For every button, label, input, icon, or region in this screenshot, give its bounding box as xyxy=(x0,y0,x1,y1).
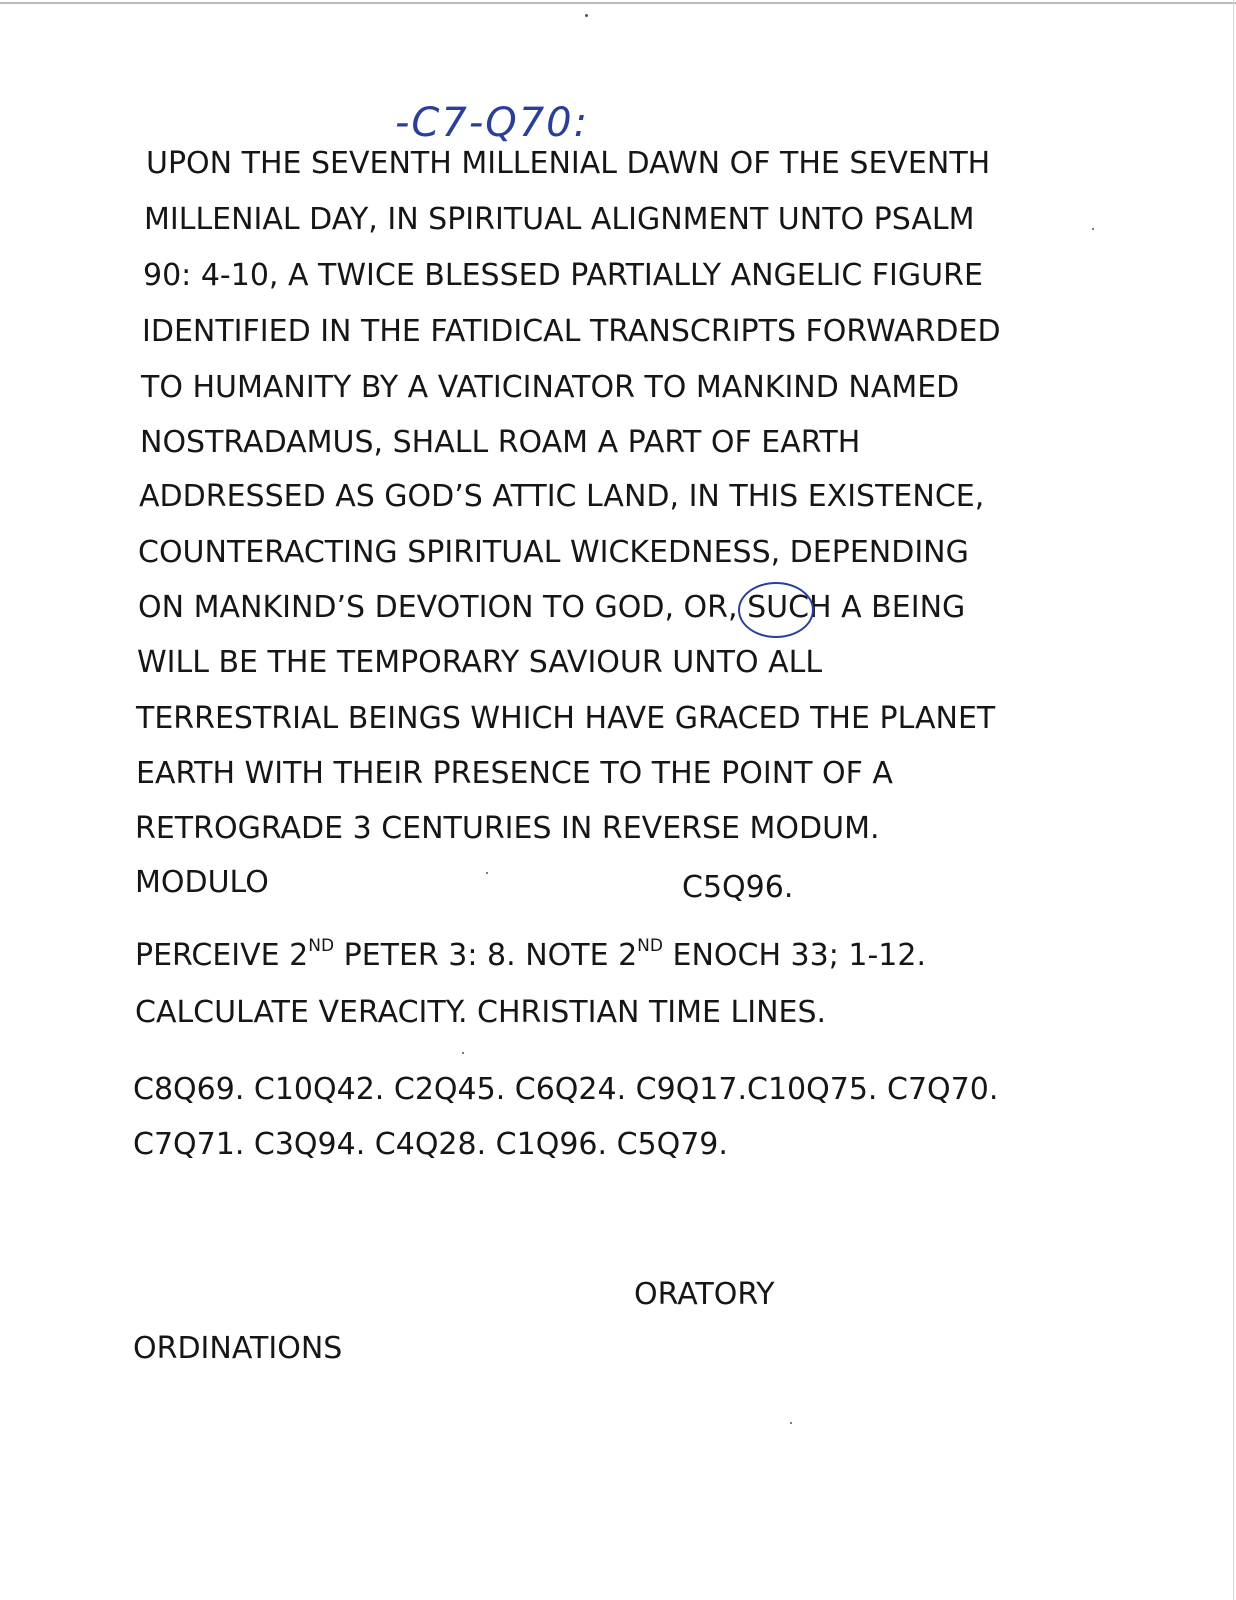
right-edge-line xyxy=(1233,0,1234,1600)
paragraph-line: IDENTIFIED IN THE FATIDICAL TRANSCRIPTS FORWARDED xyxy=(142,314,1001,349)
perceive-line xyxy=(135,938,926,978)
handwritten-circle-mark xyxy=(738,582,814,638)
references-line: C7Q71. C3Q94. C4Q28. C1Q96. C5Q79. xyxy=(133,1127,728,1162)
paragraph-line: COUNTERACTING SPIRITUAL WICKEDNESS, DEPENDING xyxy=(138,535,969,570)
paragraph-line: MILLENIAL DAY, IN SPIRITUAL ALIGNMENT UNTO PSALM xyxy=(144,202,975,237)
signature-ordinations: ORDINATIONS xyxy=(133,1331,343,1366)
paragraph-line: 90: 4-10, A TWICE BLESSED PARTIALLY ANGELIC FIGURE xyxy=(143,258,983,293)
perceive-text: PETER 3: 8. NOTE 2 xyxy=(334,938,638,973)
scan-speck xyxy=(1092,228,1094,230)
scan-speck xyxy=(585,14,588,17)
perceive-text: ENOCH 33; 1-12. xyxy=(662,938,926,973)
references-line: C8Q69. C10Q42. C2Q45. C6Q24. C9Q17.C10Q75. C7Q70. xyxy=(133,1072,999,1107)
paragraph-line: NOSTRADAMUS, SHALL ROAM A PART OF EARTH xyxy=(140,425,861,460)
scan-speck xyxy=(486,872,488,874)
paragraph-line: RETROGRADE 3 CENTURIES IN REVERSE MODUM. xyxy=(135,811,880,846)
paragraph-line: TERRESTRIAL BEINGS WHICH HAVE GRACED THE PLANET xyxy=(136,701,996,736)
calculate-line: CALCULATE VERACITY. CHRISTIAN TIME LINES. xyxy=(135,995,827,1030)
paragraph-line: ON MANKIND’S DEVOTION TO GOD, OR, SUCH A BEING xyxy=(138,590,966,625)
scan-speck xyxy=(462,1052,464,1054)
top-edge-line xyxy=(0,2,1236,4)
paragraph-line: ADDRESSED AS GOD’S ATTIC LAND, IN THIS EXISTENCE, xyxy=(139,479,985,514)
perceive-text: PERCEIVE 2 xyxy=(135,938,309,973)
paragraph-line: UPON THE SEVENTH MILLENIAL DAWN OF THE SEVENTH xyxy=(146,146,991,181)
superscript: ND xyxy=(308,936,335,956)
handwritten-annotation: -C7-Q70: xyxy=(395,100,590,146)
paragraph-line: TO HUMANITY BY A VATICINATOR TO MANKIND NAMED xyxy=(141,370,960,405)
scan-speck xyxy=(790,1422,792,1424)
paragraph-line: WILL BE THE TEMPORARY SAVIOUR UNTO ALL xyxy=(137,645,823,680)
superscript: ND xyxy=(637,936,663,956)
paragraph-line: EARTH WITH THEIR PRESENCE TO THE POINT OF A xyxy=(136,756,893,791)
modulo-label: MODULO xyxy=(135,865,269,900)
signature-oratory: ORATORY xyxy=(634,1277,775,1312)
modulo-reference: C5Q96. xyxy=(682,870,794,905)
